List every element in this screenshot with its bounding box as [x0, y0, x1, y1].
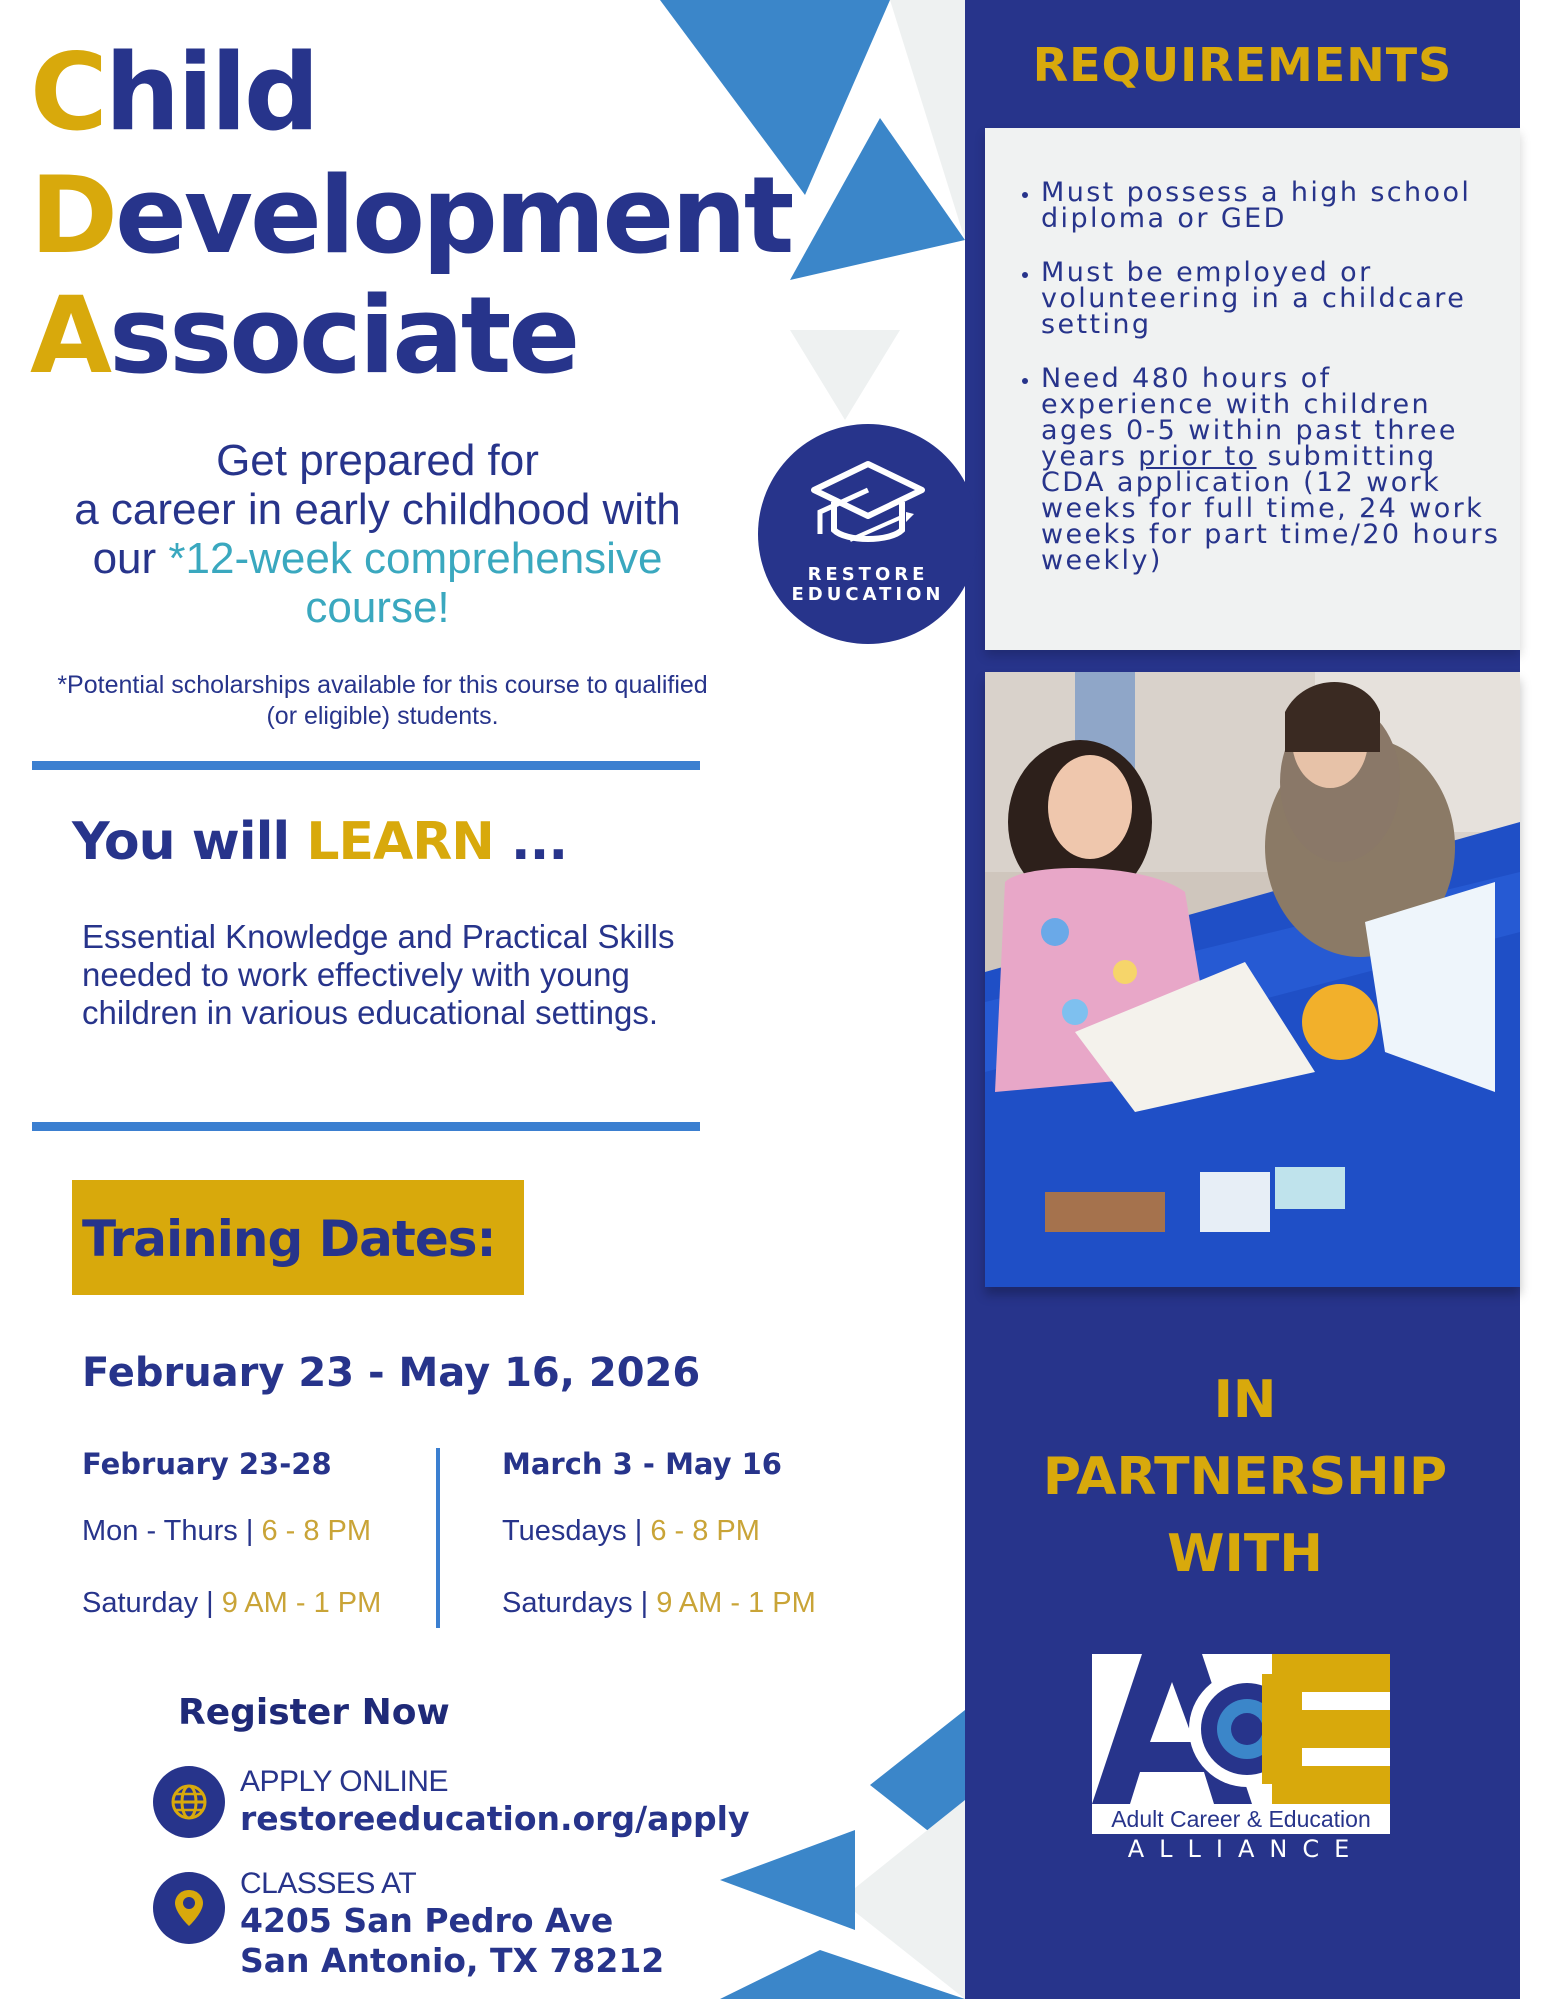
requirement-item: • Must be employed or volunteering in a childcare setting	[1041, 260, 1511, 338]
requirements-list	[985, 177, 1511, 602]
requirement-item: • Must possess a high school diploma or GED	[1041, 180, 1511, 232]
apply-label: APPLY ONLINE	[240, 1765, 448, 1798]
schedule-divider	[436, 1448, 440, 1628]
logo-text-line-2: EDUCATION	[791, 584, 945, 605]
title-line-associate: Associate	[30, 274, 578, 397]
address-line-1: 4205 San Pedro Ave	[240, 1901, 614, 1940]
ace-alliance-text: ALLIANCE	[1127, 1835, 1365, 1863]
classroom-photo	[985, 672, 1520, 1287]
training-date-range: February 23 - May 16, 2026	[82, 1350, 701, 1396]
requirements-title: REQUIREMENTS	[1032, 38, 1453, 92]
register-heading: Register Now	[178, 1692, 450, 1733]
schedule-row: Mon - Thurs | 6 - 8 PM	[82, 1515, 372, 1547]
divider-rule	[32, 761, 700, 770]
requirements-box	[985, 128, 1520, 650]
learn-heading: You will LEARN ...	[72, 812, 568, 872]
ace-tagline: Adult Career & Education	[1092, 1804, 1390, 1834]
logo-text-line-1: RESTORE	[807, 564, 929, 585]
title-line-development: Development	[30, 154, 792, 277]
schedule-row: Tuesdays | 6 - 8 PM	[502, 1515, 760, 1547]
learn-description: Essential Knowledge and Practical Skills needed to work effectively with young children in various educational settings.	[82, 918, 675, 1031]
divider-rule	[32, 1122, 700, 1131]
map-pin-icon	[153, 1872, 225, 1944]
schedule-right-heading: March 3 - May 16	[502, 1447, 782, 1481]
classes-label: CLASSES AT	[240, 1867, 417, 1900]
tagline: Get prepared for a career in early childhood with our *12-week comprehensive course!	[74, 436, 681, 632]
training-dates-label-box: Training Dates:	[72, 1180, 524, 1295]
partnership-heading: IN PARTNERSHIP WITH	[1042, 1370, 1448, 1584]
schedule-left-heading: February 23-28	[82, 1447, 332, 1481]
graduation-cap-icon	[806, 456, 930, 556]
requirement-item: • Need 480 hours of experience with children ages 0-5 within past three years prior to submitting CDA application (12 work weeks for full time, 24 work weeks for part time/20 hours weekly)	[1041, 366, 1511, 574]
scholarship-note: *Potential scholarships available for this course to qualified (or eligible) students.	[57, 671, 708, 730]
globe-icon	[153, 1766, 225, 1838]
title-line-child: Child	[30, 31, 317, 154]
schedule-row: Saturdays | 9 AM - 1 PM	[502, 1587, 816, 1619]
address-line-2: San Antonio, TX 78212	[240, 1941, 665, 1980]
apply-url-link[interactable]: restoreeducation.org/apply	[240, 1799, 750, 1838]
schedule-row: Saturday | 9 AM - 1 PM	[82, 1587, 382, 1619]
restore-education-logo	[758, 424, 978, 644]
